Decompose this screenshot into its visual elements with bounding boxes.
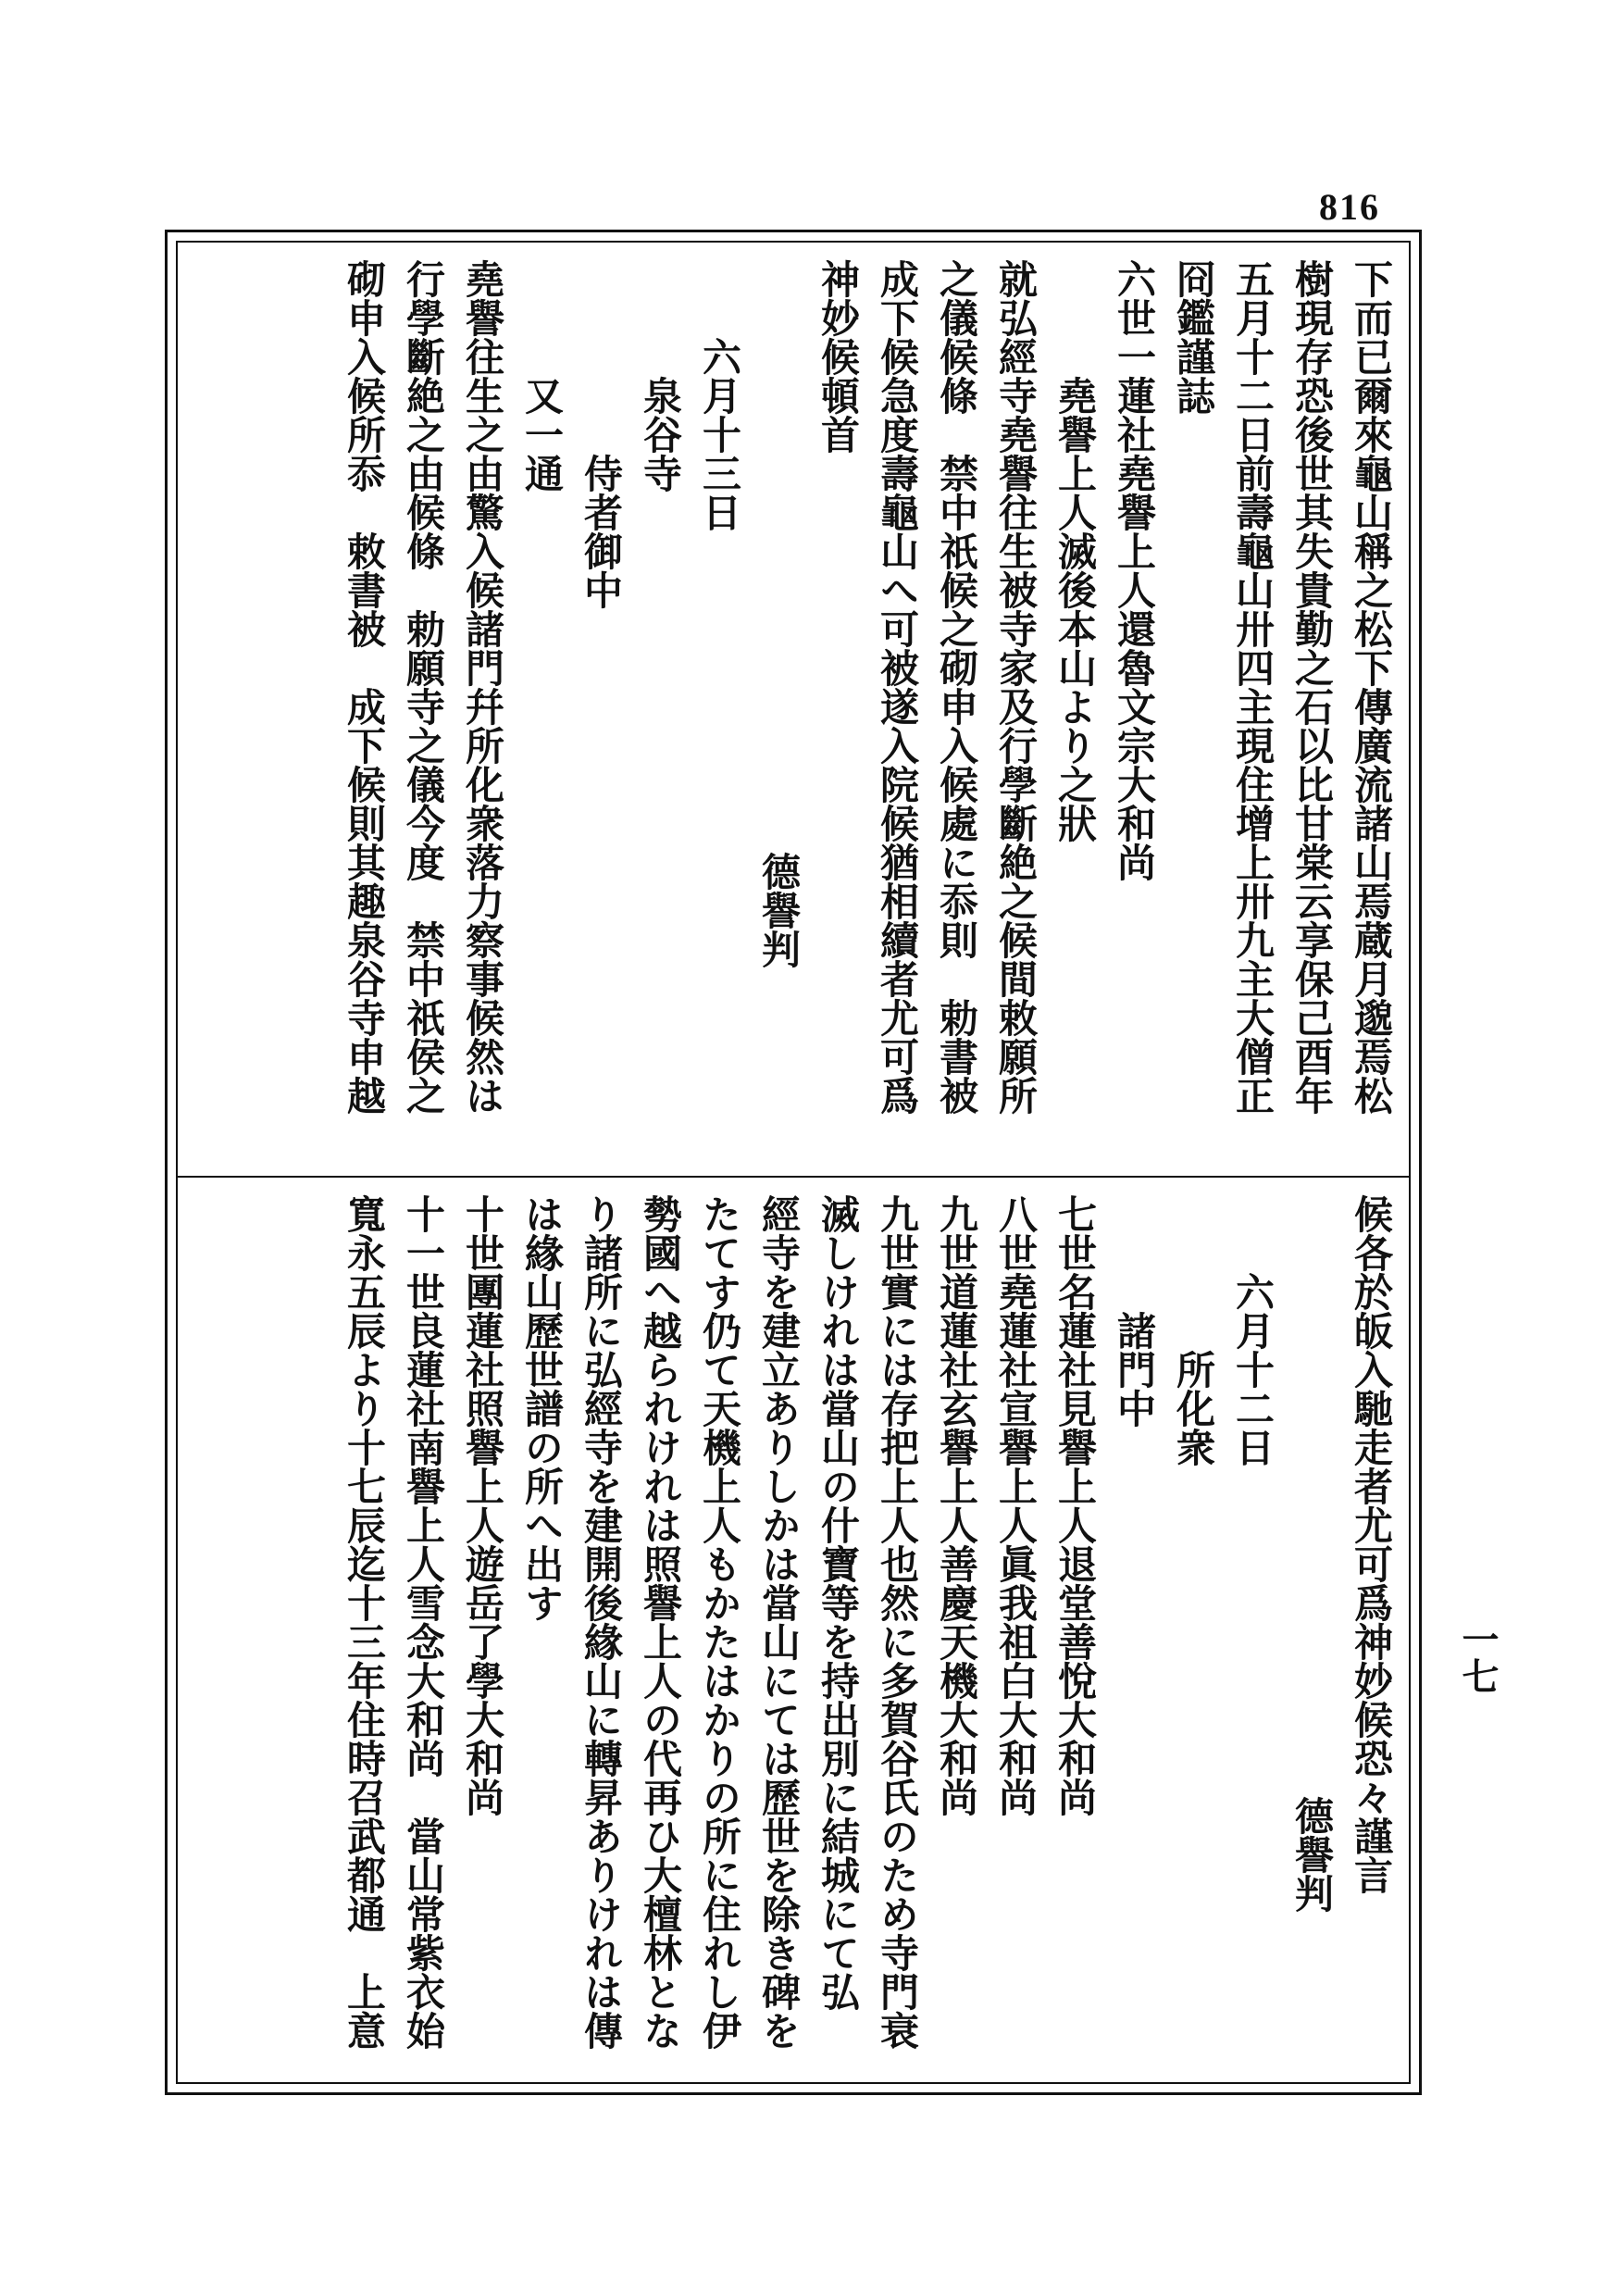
text-line: 八世堯蓮社宣譽上人眞我祖白大和尚 <box>993 1194 1039 1816</box>
text-line: 堯譽往生之由驚入候諸門幷所化衆落力察事候然は <box>460 259 505 1115</box>
page-number: 816 <box>1319 186 1380 228</box>
text-line: 神妙候頓首 <box>815 259 861 454</box>
text-line: 之儀候條 禁中祇候之砌申入候處に忝則 勅書被 <box>934 259 979 1115</box>
section-heading: 六世一蓮社堯譽上人還魯文宗大和尚 <box>1112 259 1157 881</box>
text-line: 九世實には存把上人也然に多賀谷氏のため寺門衰 <box>875 1194 920 2050</box>
addressee: 諸門中 <box>1112 1311 1157 1428</box>
text-line: 十世團蓮社照譽上人遊岳了學大和尚 <box>460 1194 505 1816</box>
text-line: 經寺を建立ありしかは當山にては歷世を除き碑を <box>756 1194 802 2050</box>
addressee: 侍者御中 <box>579 454 624 609</box>
text-line: 樹現存恐後世其失貴勤之石以比甘棠云享保己酉年 <box>1289 259 1335 1115</box>
text-line: り諸所に弘經寺を建開後緣山に轉昇ありけれは傳 <box>579 1194 624 2050</box>
text-line: 七世名蓮社見譽上人退堂善悅大和尚 <box>1052 1194 1098 1816</box>
text-line: 五月十二日前壽龜山卅四主現住增上卅九主大僧正 <box>1230 259 1276 1115</box>
text-line: 候各於皈入馳走者尤可爲神妙候恐々謹言 <box>1349 1194 1394 1894</box>
text-line: 堯譽上人滅後本山より之狀 <box>1052 376 1098 842</box>
margin-page-number: 一七 <box>1456 1620 1500 1694</box>
signature: 德譽判 <box>756 852 802 968</box>
text-line: 砌申入候所忝 敕書被 成下候則其趣泉谷寺申越 <box>342 259 387 1115</box>
signature: 德譽判 <box>1289 1796 1335 1913</box>
text-line: 成下候急度壽龜山へ可被遂入院候猶相續者尤可爲 <box>875 259 920 1115</box>
text-line: 下而已爾來龜山稱之松下傳廣流諸山焉蔵月邈焉松 <box>1349 259 1394 1115</box>
text-line: 又一通 <box>519 376 565 493</box>
addressee: 泉谷寺 <box>638 376 683 493</box>
text-line: 十一世良蓮社南譽上人雪念大和尚 當山常紫衣始 <box>401 1194 446 2050</box>
addressee: 所化衆 <box>1171 1350 1216 1466</box>
text-line: 九世道蓮社玄譽上人善慶天機大和尚 <box>934 1194 979 1816</box>
text-line: たてす仍て天機上人もかたはかりの所に住れし伊 <box>697 1194 742 2050</box>
date-line: 六月十二日 <box>1230 1272 1276 1466</box>
text-line: 寬永五辰より十七辰迄十三年住時召武都通 上意 <box>342 1194 387 2050</box>
text-line: 勢國へ越られけれは照譽上人の代再ひ大檀林とな <box>638 1194 683 2050</box>
text-line: 就弘經寺堯譽往生被寺家及行學斷絶之候間敕願所 <box>993 259 1039 1115</box>
section-divider <box>176 1176 1411 1178</box>
text-line: 行學斷絶之由候條 勅願寺之儀今度 禁中祇侯之 <box>401 259 446 1115</box>
date-line: 六月十三日 <box>697 337 742 531</box>
text-line: 滅しけれは當山の什寶等を持出別に結城にて弘 <box>815 1194 861 2011</box>
text-line: 冏鑑謹誌 <box>1171 259 1216 415</box>
text-line: は緣山歷世譜の所へ出す <box>519 1194 565 1622</box>
bottom-text-panel <box>342 1194 1400 2074</box>
top-text-panel <box>342 259 1400 1162</box>
